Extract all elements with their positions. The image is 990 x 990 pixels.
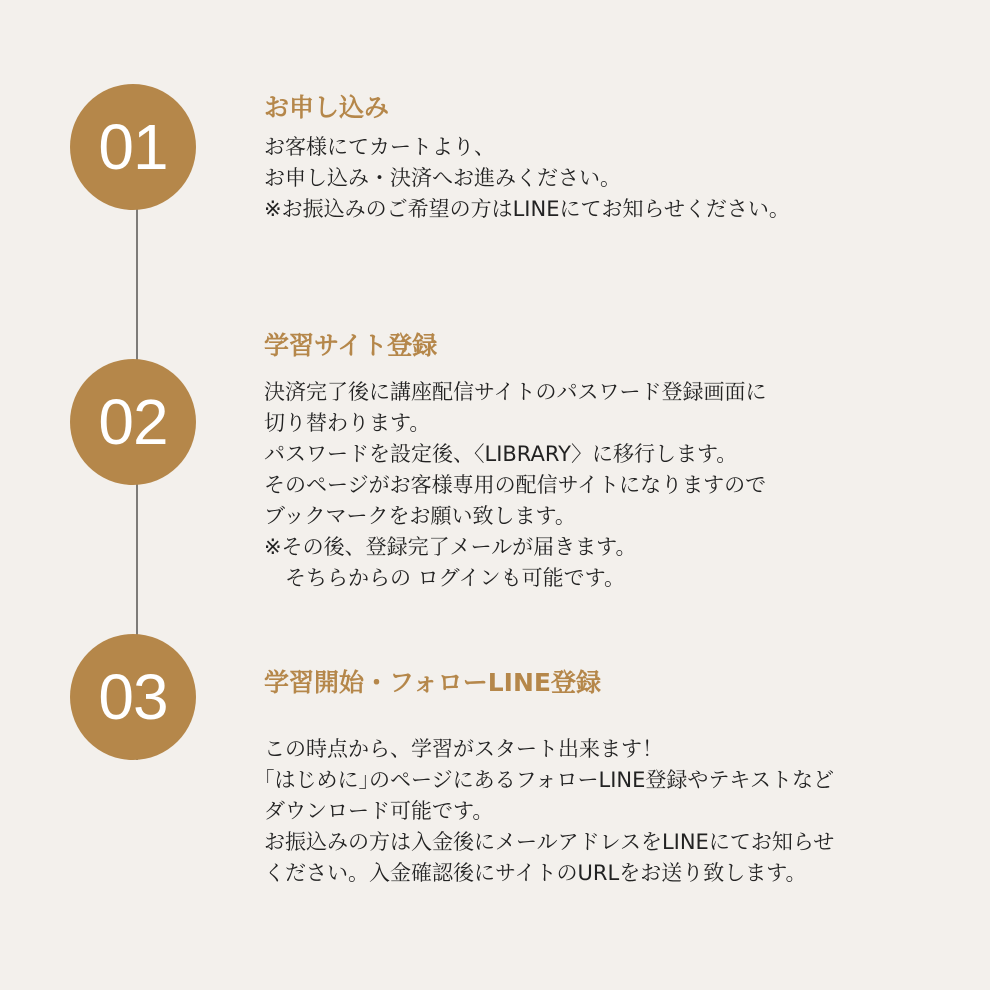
step-3-number-circle: [70, 634, 196, 760]
step-1-number-circle: [70, 84, 196, 210]
step-2-title: 学習サイト登録: [264, 331, 438, 360]
step-3-body: この時点から、学習がスタート出来ます！ ｢はじめに｣のページにあるフォローLINE登録やテキストなど ダウンロード可能です。 お振込みの方は入金後にメールアドレスをLINEにてお知らせ ください。入金確認後にサイトのURLをお送り致します。: [264, 737, 835, 885]
step-3-title: 学習開始・フォローLINE登録: [264, 668, 601, 697]
step-2-number: 02: [98, 386, 168, 458]
step-2-body: 決済完了後に講座配信サイトのパスワード登録画面に 切り替わります。 パスワードを設定後、〈LIBRARY〉に移行します。 そのページがお客様専用の配信サイトになりますので ブックマークをお願い致します。 ※その後、登録完了メールが届きます。 そちらからの ログインも可能です。: [264, 380, 767, 590]
step-3-number: 03: [98, 661, 168, 733]
step-1-title: お申し込み: [264, 93, 390, 122]
step-1-number: 01: [98, 111, 168, 183]
step-1-body: お客様にてカートより、 お申し込み・決済へお進みください。 ※お振込みのご希望の方はLINEにてお知らせください。: [264, 135, 790, 221]
step-2-number-circle: [70, 359, 196, 485]
